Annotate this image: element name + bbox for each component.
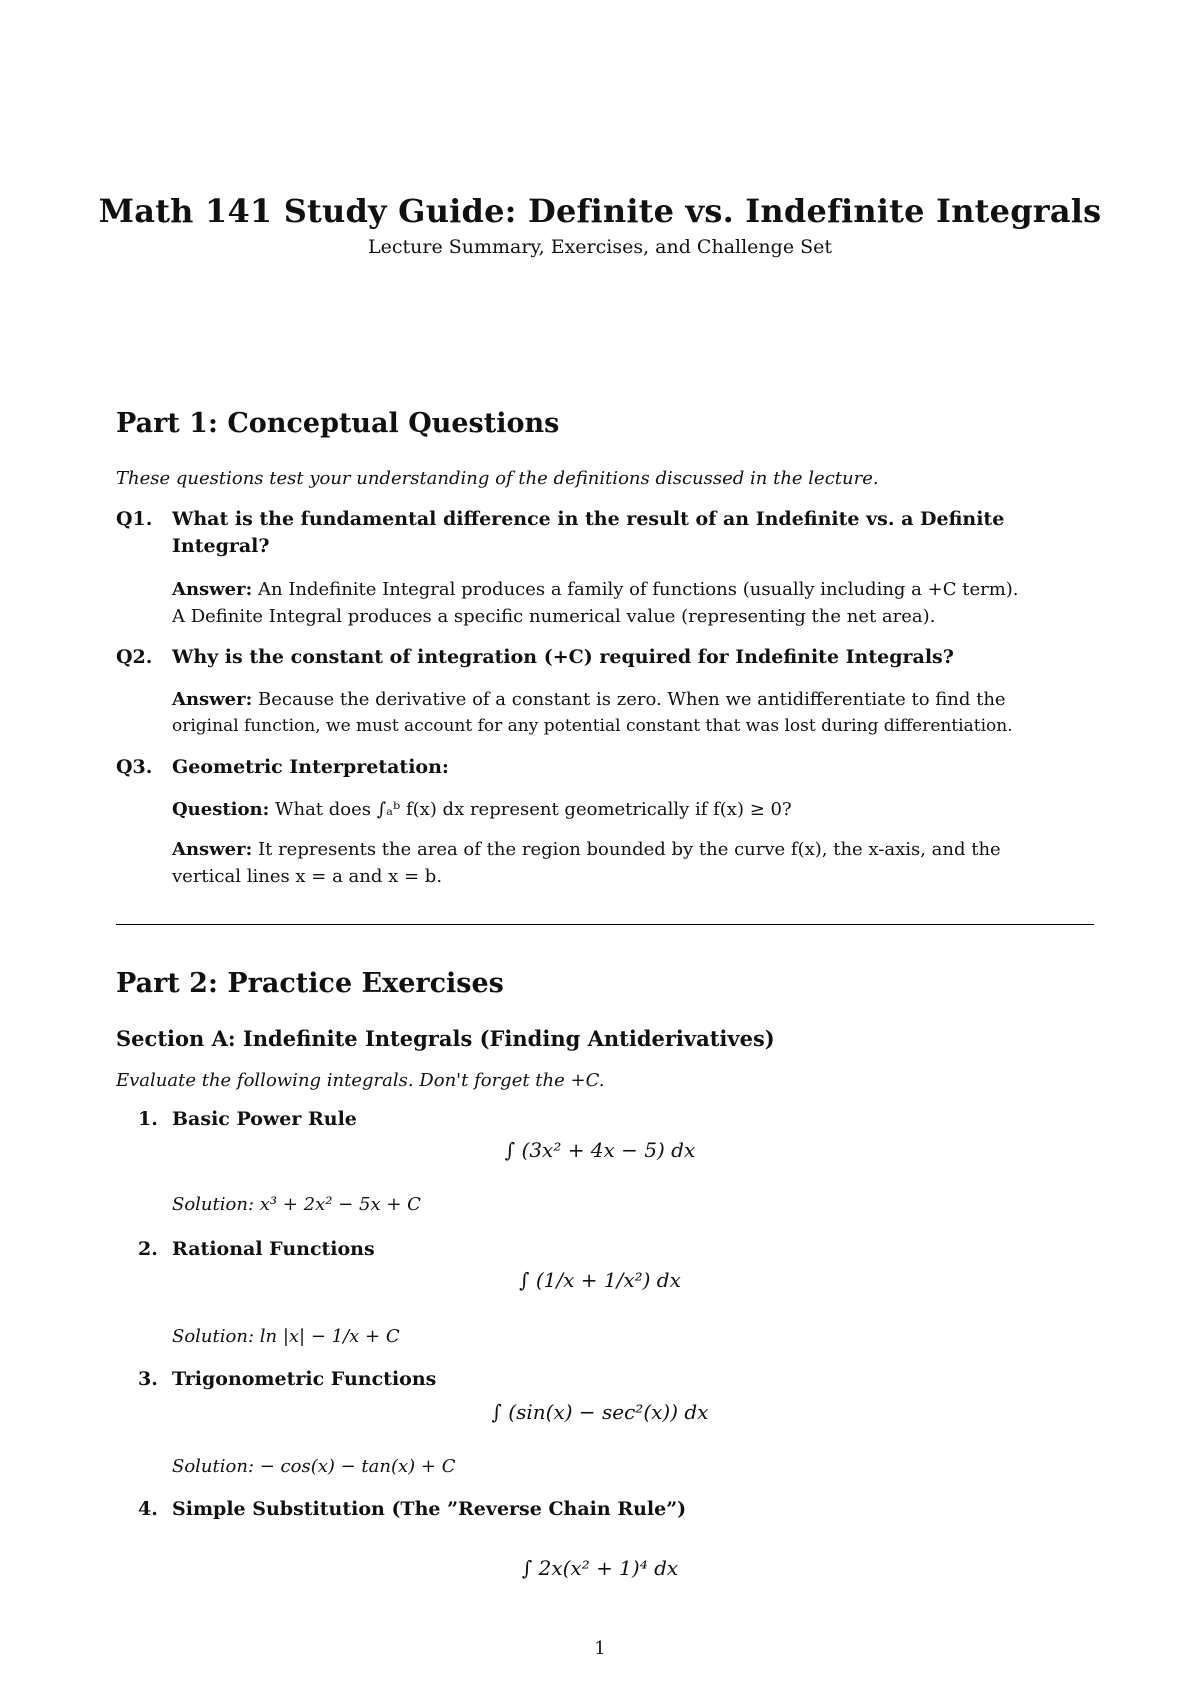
answer-2 — [172, 686, 1094, 740]
exercise-1-number: 1. — [138, 1108, 158, 1130]
answer-3-line2: vertical lines x = a and x = b. — [172, 866, 443, 887]
document-subtitle: Lecture Summary, Exercises, and Challenge Set — [367, 236, 833, 258]
exercise-4-label: Simple Substitution (The ”Reverse Chain Rule”) — [172, 1498, 687, 1520]
exercise-2-number: 2. — [138, 1238, 158, 1260]
answer-2-line1: Because the derivative of a constant is zero. When we antidifferentiate to find the — [258, 689, 1006, 710]
question-3 — [116, 754, 1094, 781]
answer-1-line2: A Definite Integral produces a specific numerical value (representing the net area). — [172, 606, 936, 627]
exercise-3-number: 3. — [138, 1368, 158, 1390]
section-a-intro: Evaluate the following integrals. Don't forget the +C. — [116, 1070, 605, 1091]
question-3-prompt-label: Question: — [172, 799, 270, 820]
answer-2-line2: original function, we must account for any potential constant that was lost during differentiation. — [172, 716, 1013, 736]
exercise-4-formula: ∫ 2x(x² + 1)⁴ dx — [521, 1556, 679, 1580]
question-3-text: Geometric Interpretation: — [172, 756, 449, 778]
question-2-text: Why is the constant of integration (+C) required for Indefinite Integrals? — [172, 646, 954, 668]
part1-heading: Part 1: Conceptual Questions — [116, 408, 560, 439]
question-2-label: Q2. — [116, 646, 153, 668]
exercise-3-title — [138, 1368, 436, 1390]
section-a-heading: Section A: Indefinite Integrals (Finding Antiderivatives) — [116, 1026, 775, 1051]
exercise-3-solution-label: Solution: — [172, 1456, 255, 1477]
exercise-3-formula: ∫ (sin(x) − sec²(x)) dx — [491, 1400, 709, 1424]
exercise-3-label: Trigonometric Functions — [172, 1368, 437, 1390]
section-divider — [116, 924, 1094, 925]
question-1-line2: Integral? — [172, 535, 270, 557]
answer-1-label: Answer: — [172, 579, 253, 600]
exercise-1-formula: ∫ (3x² + 4x − 5) dx — [504, 1138, 696, 1162]
question-1-label: Q1. — [116, 508, 153, 530]
question-3-prompt-text: What does ∫ₐᵇ f(x) dx represent geometrically if f(x) ≥ 0? — [274, 799, 792, 820]
question-2 — [116, 644, 1094, 671]
exercise-2-solution-text: ln |x| − 1/x + C — [259, 1326, 400, 1347]
answer-3 — [172, 836, 1094, 890]
part1-intro: These questions test your understanding of the definitions discussed in the lecture. — [116, 468, 879, 489]
exercise-1-solution-text: x³ + 2x² − 5x + C — [259, 1194, 421, 1215]
answer-1-line1: An Indefinite Integral produces a family of functions (usually including a +C term). — [258, 579, 1019, 600]
document-title: Math 141 Study Guide: Definite vs. Indefinite Integrals — [98, 192, 1102, 230]
question-3-label: Q3. — [116, 756, 153, 778]
exercise-2-title — [138, 1238, 375, 1260]
question-1 — [116, 506, 1094, 560]
answer-3-label: Answer: — [172, 839, 253, 860]
exercise-2-solution — [172, 1326, 400, 1347]
exercise-2-formula: ∫ (1/x + 1/x²) dx — [519, 1268, 681, 1292]
exercise-3-solution-text: − cos(x) − tan(x) + C — [259, 1456, 456, 1477]
answer-3-line1: It represents the area of the region bounded by the curve f(x), the x-axis, and the — [258, 839, 1001, 860]
part2-heading: Part 2: Practice Exercises — [116, 968, 504, 999]
answer-1 — [172, 576, 1094, 630]
exercise-4-title — [138, 1498, 686, 1520]
exercise-1-solution — [172, 1194, 421, 1215]
page-number: 1 — [594, 1638, 606, 1659]
exercise-2-label: Rational Functions — [172, 1238, 375, 1260]
exercise-1-solution-label: Solution: — [172, 1194, 255, 1215]
question-3-prompt — [172, 796, 1094, 823]
exercise-3-solution — [172, 1456, 455, 1477]
answer-2-label: Answer: — [172, 689, 253, 710]
question-1-line1: What is the fundamental difference in the result of an Indefinite vs. a Definite — [172, 508, 1005, 530]
exercise-4-number: 4. — [138, 1498, 158, 1520]
exercise-1-title — [138, 1108, 357, 1130]
exercise-2-solution-label: Solution: — [172, 1326, 255, 1347]
exercise-1-label: Basic Power Rule — [172, 1108, 357, 1130]
